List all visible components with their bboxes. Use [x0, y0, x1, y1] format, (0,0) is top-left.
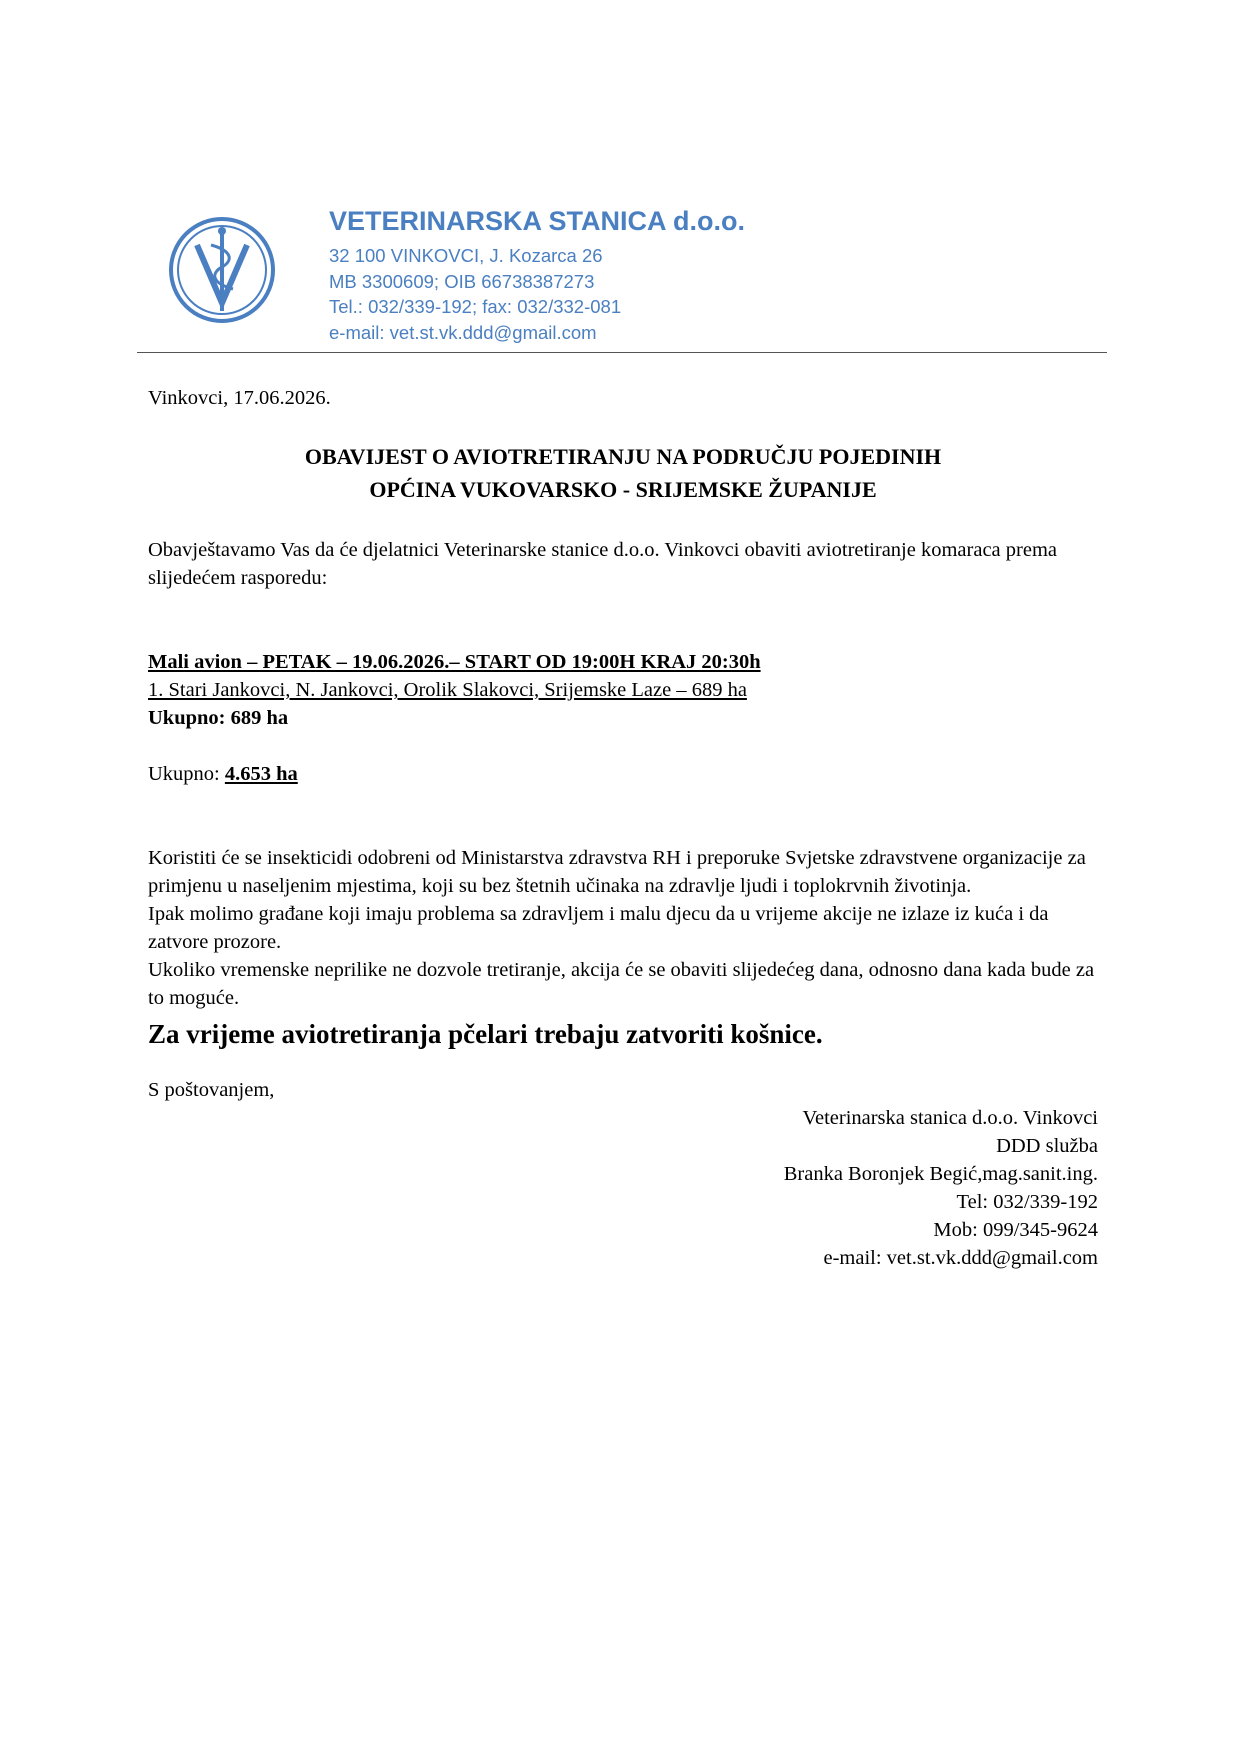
signature-block: [148, 1104, 1098, 1272]
signature-department: DDD služba: [996, 1135, 1098, 1157]
body-paragraph-1: Koristiti će se insekticidi odobreni od Ministarstva zdravstva RH i preporuke Svjetske zdravstvene organizacije za primjenu u naseljenim mjestima, koji su bez štetnih učinaka na zdravlje ljudi i toplokrvnih životinja.: [148, 847, 1086, 897]
document-body: [148, 384, 1098, 1272]
signature-phone: Tel: 032/339-192: [956, 1191, 1098, 1213]
schedule-item: 1. Stari Jankovci, N. Jankovci, Orolik Slakovci, Srijemske Laze – 689 ha: [148, 679, 747, 701]
beekeeper-notice: Za vrijeme aviotretiranja pčelari trebaju zatvoriti košnice.: [148, 1019, 823, 1049]
date-line: Vinkovci, 17.06.2026.: [148, 387, 331, 409]
grand-total-label: Ukupno:: [148, 763, 220, 785]
grand-total-value: 4.653 ha: [224, 763, 298, 785]
organization-email: e-mail: vet.st.vk.ddd@gmail.com: [329, 321, 597, 343]
signature-email: e-mail: vet.st.vk.ddd@gmail.com: [823, 1247, 1098, 1269]
title-line-1: OBAVIJEST O AVIOTRETIRANJU NA PODRUČJU POJEDINIH: [304, 444, 942, 469]
signature-name: Branka Boronjek Begić,mag.sanit.ing.: [783, 1163, 1098, 1185]
schedule-heading: Mali avion – PETAK – 19.06.2026.– START OD 19:00H KRAJ 20:30h: [148, 651, 761, 673]
letterhead: [137, 205, 1107, 355]
document-title: [148, 440, 1098, 506]
closing-salutation: S poštovanjem,: [148, 1079, 275, 1101]
signature-mobile: Mob: 099/345-9624: [933, 1219, 1098, 1241]
signature-organization: Veterinarska stanica d.o.o. Vinkovci: [802, 1107, 1098, 1129]
veterinary-caduceus-logo-icon: [167, 215, 277, 325]
grand-total: [148, 760, 1098, 788]
organization-block: [329, 205, 745, 345]
organization-name: VETERINARSKA STANICA d.o.o.: [329, 206, 745, 236]
schedule-section: [148, 648, 1098, 732]
organization-phone-fax: Tel.: 032/339-192; fax: 032/332-081: [329, 296, 622, 317]
organization-address: 32 100 VINKOVCI, J. Kozarca 26: [329, 245, 603, 266]
schedule-subtotal: Ukupno: 689 ha: [148, 707, 289, 729]
body-paragraph-2: Ipak molimo građane koji imaju problema sa zdravljem i malu djecu da u vrijeme akcije ne izlaze iz kuća i da zatvore prozore.: [148, 903, 1049, 953]
body-paragraph-3: Ukoliko vremenske neprilike ne dozvole tretiranje, akcija će se obaviti slijedećeg dana, odnosno dana kada bude za to moguće.: [148, 959, 1095, 1009]
letterhead-divider: [137, 352, 1107, 353]
organization-registration: MB 3300609; OIB 66738387273: [329, 270, 595, 292]
intro-paragraph: Obavještavamo Vas da će djelatnici Veterinarske stanice d.o.o. Vinkovci obaviti aviotretiranje komaraca prema slijedećem rasporedu:: [148, 539, 1057, 589]
title-line-2: OPĆINA VUKOVARSKO - SRIJEMSKE ŽUPANIJE: [369, 477, 877, 502]
